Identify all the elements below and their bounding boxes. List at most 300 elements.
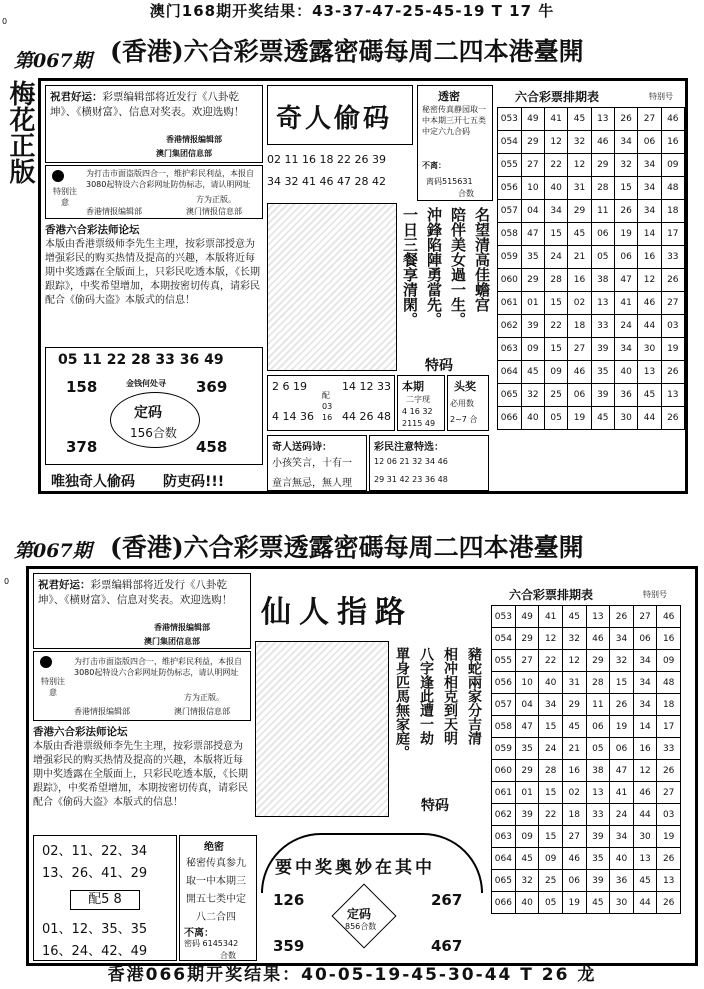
- schedule-cell: 059: [498, 246, 522, 269]
- schedule-cell: 05: [591, 246, 614, 269]
- schedule-row: [492, 804, 681, 826]
- schedule-row: [498, 200, 685, 223]
- schedule-cell: 49: [515, 606, 539, 628]
- schedule-row: [498, 269, 685, 292]
- schedule-cell: 41: [539, 606, 563, 628]
- title-art: 奇人偷码: [276, 104, 393, 134]
- notice-footer-left: 香港情报编辑部: [86, 207, 142, 216]
- schedule-cell: 32: [521, 384, 544, 407]
- schedule-cell: 15: [614, 177, 637, 200]
- schedule-cell: 19: [661, 338, 684, 361]
- secret-code2-2: 合数: [220, 951, 236, 960]
- notice-footer-right-2: 澳门情报信息部: [186, 207, 242, 216]
- poem-send-box: [267, 435, 367, 491]
- schedule-cell: 32: [610, 650, 634, 672]
- schedule-cell: 34: [610, 628, 634, 650]
- schedule-cell: 061: [492, 782, 516, 804]
- poem2-col-4: 豬蛇兩家分吉清: [466, 647, 482, 745]
- schedule-cell: 060: [492, 760, 516, 782]
- schedule-cell: 053: [498, 108, 522, 131]
- schedule-cell: 31: [562, 672, 586, 694]
- schedule-cell: 13: [638, 361, 661, 384]
- schedule-cell: 26: [657, 760, 681, 782]
- forum-text: 本版由香港票级师李先生主理，按彩票部授意为增强彩民的购买热情及提高的兴趣，本版将近每期中奖透露在全版面上，只彩民吃透本版，《长期跟踪》，中奖希望增加，本期按密切传真，请彩民配合《偷码大盗》本版式的信息！: [45, 239, 260, 306]
- schedule-cell: 063: [492, 826, 516, 848]
- schedule-cell: 15: [544, 292, 567, 315]
- schedule-cell: 26: [657, 892, 681, 914]
- code2-top-left: 126: [273, 891, 305, 909]
- this-issue-label: 本期: [402, 380, 424, 393]
- schedule-cell: 09: [661, 154, 684, 177]
- code-bottom-left: 378: [66, 438, 98, 456]
- schedule-2: [491, 583, 681, 914]
- schedule-cell: 17: [657, 716, 681, 738]
- schedule-cell: 32: [568, 131, 591, 154]
- this-issue-n1: 4 16 32: [402, 407, 433, 416]
- schedule-cell: 18: [568, 315, 591, 338]
- schedule-cell: 21: [562, 738, 586, 760]
- headline-1: (香港)六合彩票透露密碼每周二四本港臺開: [110, 37, 584, 66]
- schedule-cell: 26: [610, 694, 634, 716]
- code-top-left: 158: [66, 378, 98, 396]
- schedule-cell: 27: [633, 606, 657, 628]
- mid-nums-a: 2 6 19: [272, 380, 307, 393]
- schedule-cell: 19: [614, 223, 637, 246]
- schedule-cell: 40: [539, 672, 563, 694]
- schedule-cell: 09: [544, 361, 567, 384]
- title-numbers: [267, 149, 413, 195]
- schedule-cell: 39: [515, 804, 539, 826]
- schedule-cell: 16: [661, 131, 684, 154]
- this-issue-sub: 二字现: [406, 395, 430, 404]
- notice-box-2: [33, 651, 251, 721]
- code-box-1: [45, 347, 263, 465]
- schedule-cell: 25: [544, 384, 567, 407]
- schedule-cell: 24: [610, 804, 634, 826]
- top-prize-box: [447, 375, 489, 431]
- schedule-cell: 45: [586, 892, 610, 914]
- schedule-cell: 27: [568, 338, 591, 361]
- schedule-cell: 15: [539, 716, 563, 738]
- notice-title-2: 特别注意: [41, 677, 65, 697]
- code2-top-right: 267: [431, 891, 463, 909]
- forum-title-2: 香港六合彩法师论坛: [33, 726, 128, 738]
- poem-col-4: 名望清高佳蟾宫: [473, 207, 491, 312]
- schedule-cell: 04: [515, 694, 539, 716]
- schedule-cell: 18: [562, 804, 586, 826]
- schedule-cell: 03: [657, 804, 681, 826]
- schedule-cell: 29: [521, 131, 544, 154]
- schedule-cell: 40: [521, 407, 544, 430]
- schedule-cell: 055: [498, 154, 522, 177]
- schedule-cell: 12: [568, 154, 591, 177]
- schedule-cell: 22: [539, 804, 563, 826]
- schedule-cell: 34: [638, 177, 661, 200]
- poem-col-2: 沖鋒陷陣勇當先。: [425, 207, 443, 327]
- code2-combo: 856合数: [345, 922, 377, 931]
- warrior-illustration: [267, 203, 397, 371]
- schedule-row: [498, 177, 685, 200]
- issue-number-1: 第067期: [14, 50, 92, 72]
- schedule-cell: 12: [544, 131, 567, 154]
- code2-label: 定码: [347, 907, 372, 921]
- schedule-cell: 45: [515, 848, 539, 870]
- schedule-cell: 26: [661, 361, 684, 384]
- forum-section-2: [33, 725, 251, 835]
- poem-send-2: 童言無忌，無人理: [272, 478, 352, 489]
- schedule-cell: 13: [586, 606, 610, 628]
- schedule-cell: 32: [515, 870, 539, 892]
- schedule-cell: 34: [633, 672, 657, 694]
- poem2-col-2: 八字逢此遭一劫: [418, 647, 434, 745]
- schedule-cell: 15: [539, 826, 563, 848]
- code-label-1: 定码: [134, 405, 162, 421]
- schedule-cell: 056: [492, 672, 516, 694]
- schedule-cell: 47: [610, 760, 634, 782]
- side-brand: 梅花正版: [5, 80, 35, 184]
- schedule-row: [492, 760, 681, 782]
- schedule-cell: 45: [562, 716, 586, 738]
- secret-nothing-2: 不离：: [184, 928, 214, 939]
- schedule-cell: 06: [633, 628, 657, 650]
- schedule-cell: 03: [661, 315, 684, 338]
- schedule-title-2: 六合彩票排期表: [509, 588, 594, 602]
- schedule-cell: 04: [521, 200, 544, 223]
- schedule-cell: 45: [562, 606, 586, 628]
- secret-text-1: 秘密传真静园取一中本期三开七五类中定六九合码: [422, 105, 486, 136]
- schedule-cell: 09: [515, 826, 539, 848]
- schedule-cell: 41: [614, 292, 637, 315]
- schedule-cell: 060: [498, 269, 522, 292]
- schedule-cell: 19: [568, 407, 591, 430]
- blessing-title: 祝君好运：: [50, 91, 103, 103]
- title-art-2: 仙人指路: [261, 595, 413, 630]
- schedule-cell: 45: [568, 108, 591, 131]
- mid-numbers-box: [267, 375, 395, 431]
- schedule-header-2: [491, 583, 681, 605]
- title-numbers-2: 34 32 41 46 47 28 42: [267, 175, 386, 188]
- schedule-cell: 34: [544, 200, 567, 223]
- schedule-cell: 32: [614, 154, 637, 177]
- schedule-cell: 39: [586, 870, 610, 892]
- poem-col-3: 陪伴美女過一生。: [449, 207, 467, 327]
- blessing-text: 彩票编辑部将近发行《八卦乾坤》、《横财富》、信息对奖表。欢迎选购！: [50, 91, 245, 118]
- schedule-cell: 31: [568, 177, 591, 200]
- top-prize-n2: 2~7 合: [450, 415, 478, 424]
- schedule-row: [492, 782, 681, 804]
- schedule-cell: 18: [657, 694, 681, 716]
- poem2-col-3: 相冲相克到天明: [442, 647, 458, 745]
- schedule-cell: 38: [586, 760, 610, 782]
- schedule-cell: 059: [492, 738, 516, 760]
- schedule-cell: 02: [568, 292, 591, 315]
- pei-box: 配5 8: [70, 890, 140, 910]
- schedule-cell: 40: [614, 361, 637, 384]
- schedule-cell: 06: [568, 384, 591, 407]
- schedule-cell: 065: [492, 870, 516, 892]
- schedule-cell: 26: [657, 848, 681, 870]
- schedule-cell: 44: [633, 892, 657, 914]
- schedule-cell: 12: [633, 760, 657, 782]
- schedule-cell: 062: [492, 804, 516, 826]
- schedule-cell: 13: [591, 292, 614, 315]
- schedule-cell: 14: [638, 223, 661, 246]
- schedule-row: [498, 131, 685, 154]
- schedule-cell: 13: [586, 782, 610, 804]
- schedule-cell: 24: [539, 738, 563, 760]
- numbers-b2: 16、24、42、49: [42, 944, 148, 959]
- schedule-cell: 19: [657, 826, 681, 848]
- schedule-cell: 06: [586, 716, 610, 738]
- numbers-a2: 13、26、41、29: [42, 866, 148, 881]
- schedule-row: [492, 738, 681, 760]
- schedule-cell: 055: [492, 650, 516, 672]
- top-prize-label: 头奖: [454, 380, 476, 393]
- secret-code-2: 密码 6145342: [184, 939, 239, 948]
- schedule-cell: 26: [614, 108, 637, 131]
- schedule-cell: 054: [498, 131, 522, 154]
- panel-2-frame: [26, 566, 698, 966]
- schedule-cell: 06: [562, 870, 586, 892]
- schedule-cell: 44: [638, 315, 661, 338]
- schedule-row: [498, 407, 685, 430]
- schedule-cell: 26: [610, 606, 634, 628]
- schedule-cell: 48: [657, 672, 681, 694]
- schedule-cell: 16: [568, 269, 591, 292]
- secret-line-4: 八二合四: [196, 912, 236, 923]
- forum-text-2: 本版由香港票级师李先生主理，按彩票部授意为增强彩民的购买热情及提高的兴趣，本版将近每期中奖透露在全版面上，只彩民吃透本版，《长期跟踪》，中奖希望增加，本期按密切传真，请彩民配合《偷码大盗》本版式的信息！: [33, 741, 248, 808]
- notice-footer-right-1-2: 方为正版。: [184, 693, 224, 702]
- schedule-cell: 24: [614, 315, 637, 338]
- secret-code2-1: 合数: [458, 189, 474, 198]
- schedule-cell: 29: [515, 760, 539, 782]
- schedule-cell: 46: [633, 782, 657, 804]
- org-2-2: 澳门集团信息部: [144, 637, 200, 646]
- schedule-cell: 29: [586, 650, 610, 672]
- side-mark-2: 0: [4, 577, 10, 586]
- select-n2: 29 31 42 23 36 48: [374, 475, 448, 484]
- blessing-box: [45, 85, 263, 163]
- schedule-cell: 34: [633, 694, 657, 716]
- schedule-cell: 28: [544, 269, 567, 292]
- schedule-cell: 12: [562, 650, 586, 672]
- secret-title-2: 绝密: [204, 842, 224, 853]
- schedule-cell: 01: [515, 782, 539, 804]
- notice-box: [45, 165, 263, 219]
- schedule-cell: 10: [515, 672, 539, 694]
- schedule-cell: 45: [568, 223, 591, 246]
- schedule-row: [492, 826, 681, 848]
- schedule-cell: 35: [591, 361, 614, 384]
- schedule-cell: 34: [633, 650, 657, 672]
- schedule-cell: 47: [515, 716, 539, 738]
- code2-bottom-left: 359: [273, 937, 305, 955]
- notice-title: 特别注意: [53, 187, 77, 207]
- schedule-cell: 22: [544, 154, 567, 177]
- schedule-cell: 22: [544, 315, 567, 338]
- top-result-banner: 澳门168期开奖结果：43-37-47-25-45-19 T 17 牛: [0, 0, 704, 22]
- schedule-cell: 46: [638, 292, 661, 315]
- schedule-cell: 46: [657, 606, 681, 628]
- schedule-cell: 32: [562, 628, 586, 650]
- bomb-icon-2: [40, 656, 52, 668]
- slogan: 唯独奇人偷码 防吏码!!!: [51, 474, 225, 490]
- schedule-cell: 05: [539, 892, 563, 914]
- secret-nothing-1: 不离：: [422, 161, 446, 170]
- numbers-a1: 02、11、22、34: [42, 844, 148, 859]
- schedule-cell: 061: [498, 292, 522, 315]
- schedule-cell: 27: [562, 826, 586, 848]
- schedule-cell: 34: [614, 338, 637, 361]
- schedule-cell: 01: [521, 292, 544, 315]
- schedule-row: [498, 361, 685, 384]
- schedule-cell: 11: [591, 200, 614, 223]
- schedule-cell: 25: [539, 870, 563, 892]
- schedule-cell: 45: [521, 361, 544, 384]
- schedule-cell: 33: [586, 804, 610, 826]
- secret-line-3: 開五七类中定: [186, 894, 246, 905]
- schedule-cell: 21: [568, 246, 591, 269]
- schedule-cell: 12: [539, 628, 563, 650]
- rider-illustration: [255, 641, 389, 817]
- schedule-cell: 054: [492, 628, 516, 650]
- schedule-title-1: 六合彩票排期表: [515, 90, 600, 104]
- schedule-cell: 27: [657, 782, 681, 804]
- numbers-b1: 01、12、35、35: [42, 922, 148, 937]
- notice-footer-left-2: 香港情报编辑部: [74, 707, 130, 716]
- schedule-cell: 40: [610, 848, 634, 870]
- notice-text: 为打击市面盗版四合一，维护彩民利益，本报自3080起特设六合彩网址防伪标志，请认明网址: [86, 169, 254, 189]
- mid-nums-b: 14 12 33: [342, 380, 391, 393]
- schedule-cell: 06: [610, 738, 634, 760]
- schedule-row: [492, 628, 681, 650]
- schedule-cell: 16: [562, 760, 586, 782]
- org-1: 香港情报编辑部: [166, 135, 222, 144]
- schedule-cell: 27: [638, 108, 661, 131]
- schedule-cell: 18: [661, 200, 684, 223]
- schedule-cell: 053: [492, 606, 516, 628]
- blessing-box-2: [33, 573, 251, 649]
- schedule-cell: 063: [498, 338, 522, 361]
- mid-nums-d: 44 26 48: [342, 410, 391, 423]
- schedule-tag-1: 特别号: [649, 92, 673, 101]
- side-mark: 0: [2, 17, 8, 26]
- schedule-cell: 17: [661, 223, 684, 246]
- schedule-cell: 06: [591, 223, 614, 246]
- schedule-cell: 27: [515, 650, 539, 672]
- schedule-cell: 15: [539, 782, 563, 804]
- schedule-cell: 36: [614, 384, 637, 407]
- secret-code-1: 离码515631: [426, 177, 473, 186]
- schedule-cell: 40: [544, 177, 567, 200]
- schedule-row: [498, 223, 685, 246]
- schedule-cell: 14: [633, 716, 657, 738]
- schedule-header-1: [497, 85, 685, 107]
- mid-pei: 配03 16: [322, 391, 333, 422]
- schedule-row: [492, 672, 681, 694]
- schedule-cell: 29: [515, 628, 539, 650]
- schedule-cell: 056: [498, 177, 522, 200]
- code-top-right: 369: [196, 378, 228, 396]
- schedule-cell: 064: [492, 848, 516, 870]
- schedule-cell: 09: [657, 650, 681, 672]
- schedule-cell: 058: [498, 223, 522, 246]
- schedule-cell: 45: [591, 407, 614, 430]
- bomb-icon: [52, 170, 64, 182]
- schedule-cell: 44: [633, 804, 657, 826]
- schedule-cell: 36: [610, 870, 634, 892]
- schedule-cell: 34: [638, 154, 661, 177]
- schedule-cell: 45: [633, 870, 657, 892]
- forum-title: 香港六合彩法师论坛: [45, 224, 140, 236]
- schedule-row: [492, 848, 681, 870]
- secret-box-2: [179, 835, 257, 961]
- schedule-cell: 33: [657, 738, 681, 760]
- schedule-cell: 44: [638, 407, 661, 430]
- schedule-cell: 47: [614, 269, 637, 292]
- schedule-cell: 45: [638, 384, 661, 407]
- schedule-cell: 09: [521, 338, 544, 361]
- code2-bottom-right: 467: [431, 937, 463, 955]
- schedule-cell: 06: [638, 131, 661, 154]
- schedule-cell: 33: [591, 315, 614, 338]
- schedule-cell: 22: [539, 650, 563, 672]
- schedule-cell: 064: [498, 361, 522, 384]
- schedule-cell: 066: [492, 892, 516, 914]
- schedule-cell: 34: [638, 200, 661, 223]
- top-prize-n1: 必用数: [450, 399, 474, 408]
- schedule-table-1: [497, 107, 685, 430]
- schedule-cell: 46: [586, 628, 610, 650]
- poem-col-1: 一日三餐享清閑。: [401, 207, 419, 327]
- schedule-row: [492, 716, 681, 738]
- schedule-cell: 39: [521, 315, 544, 338]
- schedule-cell: 34: [610, 826, 634, 848]
- schedule-cell: 38: [591, 269, 614, 292]
- notice-text-2: 为打击市面盗版四合一，维护彩民利益，本报自3080起特设六合彩网址防伪标志，请认明网址: [74, 657, 242, 677]
- secret-line-1: 秘密传真参九: [186, 858, 246, 869]
- schedule-cell: 39: [591, 384, 614, 407]
- poem-send-title: 奇人送码诗：: [272, 442, 332, 453]
- schedule-cell: 16: [657, 628, 681, 650]
- code-bottom-right: 458: [196, 438, 228, 456]
- schedule-cell: 30: [633, 826, 657, 848]
- arc-code-section: [261, 819, 487, 959]
- schedule-row: [498, 292, 685, 315]
- schedule-row: [492, 694, 681, 716]
- schedule-cell: 35: [586, 848, 610, 870]
- schedule-cell: 16: [633, 738, 657, 760]
- schedule-cell: 28: [591, 177, 614, 200]
- schedule-cell: 19: [610, 716, 634, 738]
- org-2: 澳门集团信息部: [156, 149, 212, 158]
- schedule-cell: 02: [562, 782, 586, 804]
- schedule-cell: 13: [591, 108, 614, 131]
- bottom-result-banner: 香港066期开奖结果：40-05-19-45-30-44 T 26 龙: [107, 965, 597, 985]
- schedule-cell: 06: [614, 246, 637, 269]
- schedule-cell: 30: [614, 407, 637, 430]
- poem-send-1: 小孩笑言，十有一: [272, 458, 352, 469]
- schedule-cell: 066: [498, 407, 522, 430]
- schedule-cell: 41: [544, 108, 567, 131]
- select-n1: 12 06 21 32 34 46: [374, 457, 448, 466]
- secret-line-2: 取一中本期三: [186, 876, 246, 887]
- blessing-text-2: 彩票编辑部将近发行《八卦乾坤》、《横财富》、信息对奖表。欢迎选购！: [38, 579, 233, 606]
- code-combo-1: 156合数: [130, 426, 177, 440]
- notice-footer-right-2-2: 澳门情报信息部: [174, 707, 230, 716]
- schedule-cell: 47: [521, 223, 544, 246]
- schedule-cell: 065: [498, 384, 522, 407]
